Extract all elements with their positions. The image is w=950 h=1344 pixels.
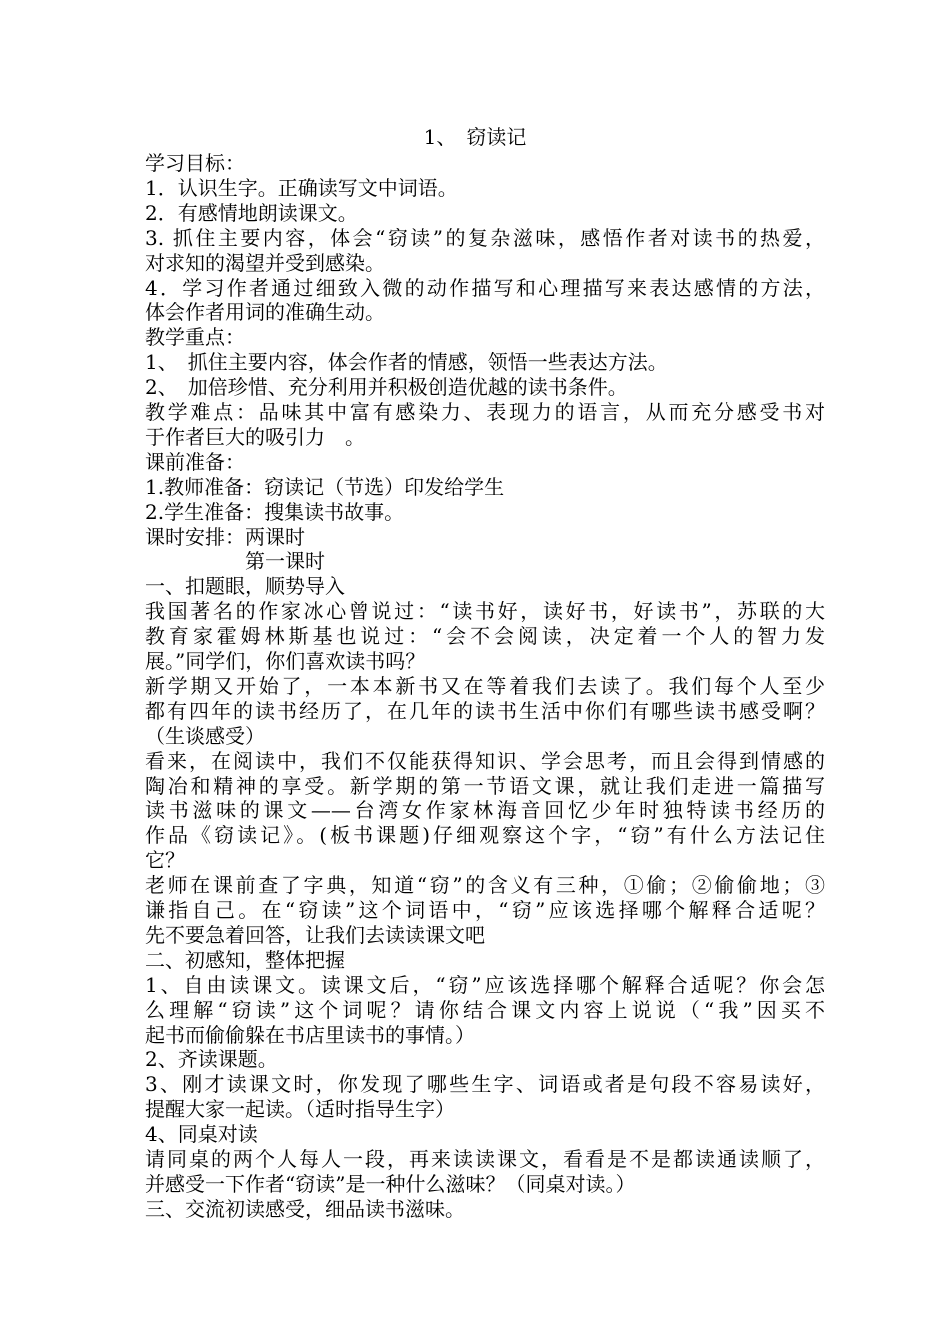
text-line: 请同桌的两个人每人一段，再来读读课文，看看是不是都读通读顺了，	[145, 1147, 825, 1171]
text-line: 4．学习作者通过细致入微的动作描写和心理描写来表达感情的方法，	[145, 275, 825, 300]
text-line: 二、初感知，整体把握	[145, 947, 345, 972]
text-line: 作品《窃读记》。(板书课题)仔细观察这个字，“窃”有什么方法记住	[145, 823, 825, 848]
text-line: 展。”同学们，你们喜欢读书吗？	[145, 649, 426, 673]
text-line: 教学难点：品味其中富有感染力、表现力的语言，从而充分感受书对	[145, 400, 825, 424]
text-line: 体会作者用词的准确生动。	[145, 300, 385, 325]
text-line: 谦指自己。在“窃读”这个词语中，“窃”应该选择哪个解释合适呢？	[145, 898, 825, 922]
text-line: 起书而偷偷躲在书店里读书的事情。）	[145, 1022, 475, 1047]
text-line: 1、 抓住主要内容，体会作者的情感，领悟一些表达方法。	[145, 350, 668, 375]
text-line: 1、自由读课文。读课文后，“窃”应该选择哪个解释合适呢？你会怎	[145, 972, 825, 997]
text-line: 学习目标：	[145, 151, 245, 175]
text-line: 1．认识生字。正确读写文中词语。	[145, 175, 458, 200]
text-line: 2、齐读课题。	[145, 1047, 278, 1072]
text-line: 提醒大家一起读。（适时指导生字）	[145, 1097, 455, 1122]
text-line: 我国著名的作家冰心曾说过：“读书好，读好书，好读书”，苏联的大	[145, 599, 825, 624]
text-line: 三、交流初读感受，细品读书滋味。	[145, 1196, 465, 1221]
text-line: 新学期又开始了，一本本新书又在等着我们去读了。我们每个人至少	[145, 673, 825, 698]
text-line: 先不要急着回答，让我们去读读课文吧	[145, 922, 485, 947]
text-line: 2.学生准备：搜集读书故事。	[145, 499, 405, 524]
text-line: 读书滋味的课文——台湾女作家林海音回忆少年时独特读书经历的	[145, 798, 825, 823]
text-line: 课时安排：两课时	[145, 524, 305, 549]
text-line: 第一课时	[145, 549, 325, 574]
text-line: 4、同桌对读	[145, 1122, 258, 1147]
text-line: 3. 抓住主要内容，体会“窃读”的复杂滋味，感悟作者对读书的热爱，	[145, 225, 825, 250]
text-line: 2．有感情地朗读课文。	[145, 200, 358, 225]
text-line: 都有四年的读书经历了，在几年的读书生活中你们有哪些读书感受啊？	[145, 698, 825, 723]
document-title: 1、 窃读记	[423, 125, 527, 149]
text-line: 于作者巨大的吸引力 。	[145, 424, 365, 449]
text-line: 3、刚才读课文时，你发现了哪些生字、词语或者是句段不容易读好，	[145, 1072, 825, 1097]
text-line: 教育家霍姆林斯基也说过：“会不会阅读，决定着一个人的智力发	[145, 624, 825, 649]
text-line: 老师在课前查了字典，知道“窃”的含义有三种，①偷；②偷偷地；③	[145, 873, 825, 898]
text-line: 教学重点：	[145, 325, 245, 350]
text-line: 对求知的渴望并受到感染。	[145, 250, 385, 275]
text-line: 课前准备：	[145, 449, 245, 474]
text-line: （生谈感受）	[145, 723, 265, 748]
text-line: 一、扣题眼，顺势导入	[145, 574, 345, 599]
text-line: 它？	[145, 848, 185, 873]
text-line: 1.教师准备：窃读记（节选）印发给学生	[145, 474, 505, 499]
text-line: 看来，在阅读中，我们不仅能获得知识、学会思考，而且会得到情感的	[145, 748, 825, 773]
text-line: 并感受一下作者“窃读”是一种什么滋味？（同桌对读。）	[145, 1171, 636, 1196]
text-line: 2、 加倍珍惜、充分利用并积极创造优越的读书条件。	[145, 375, 628, 400]
text-line: 陶冶和精神的享受。新学期的第一节语文课，就让我们走进一篇描写	[145, 773, 825, 798]
text-line: 么理解“窃读”这个词呢？请你结合课文内容上说说（“我”因买不	[145, 997, 825, 1022]
